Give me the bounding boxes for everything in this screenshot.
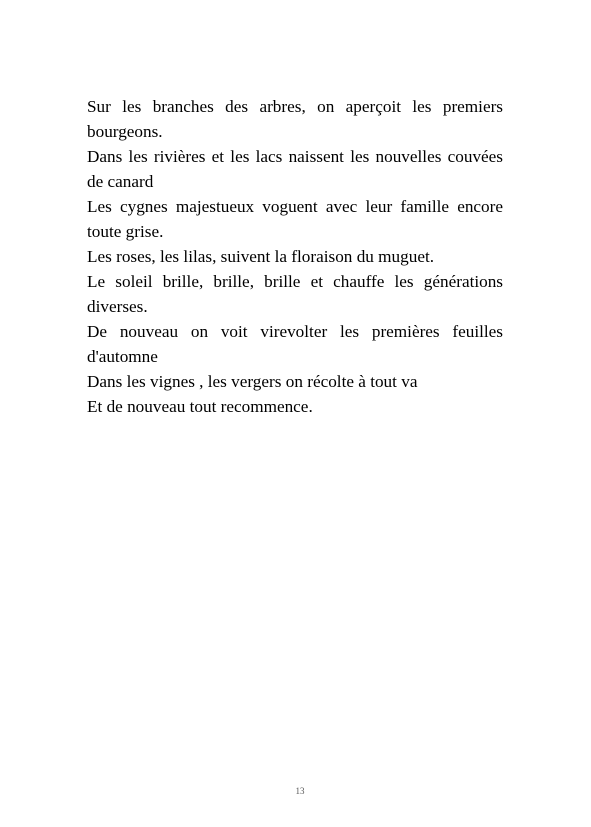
- paragraph: Le soleil brille, brille, brille et chauffe les générations diverses.: [87, 272, 503, 316]
- paragraph: De nouveau on voit virevolter les premières feuilles d'automne: [87, 322, 503, 366]
- paragraph: Dans les vignes , les vergers on récolte à tout va: [87, 372, 418, 391]
- page-number: 13: [295, 786, 305, 796]
- paragraph: Et de nouveau tout recommence.: [87, 397, 313, 416]
- paragraph: Les roses, les lilas, suivent la floraison du muguet.: [87, 247, 435, 266]
- poem-text: [87, 94, 503, 419]
- paragraph: Dans les rivières et les lacs naissent les nouvelles couvées de canard: [87, 147, 503, 191]
- paragraph: Les cygnes majestueux voguent avec leur famille encore toute grise.: [87, 197, 503, 241]
- paragraph: Sur les branches des arbres, on aperçoit les premiers bourgeons.: [87, 97, 503, 141]
